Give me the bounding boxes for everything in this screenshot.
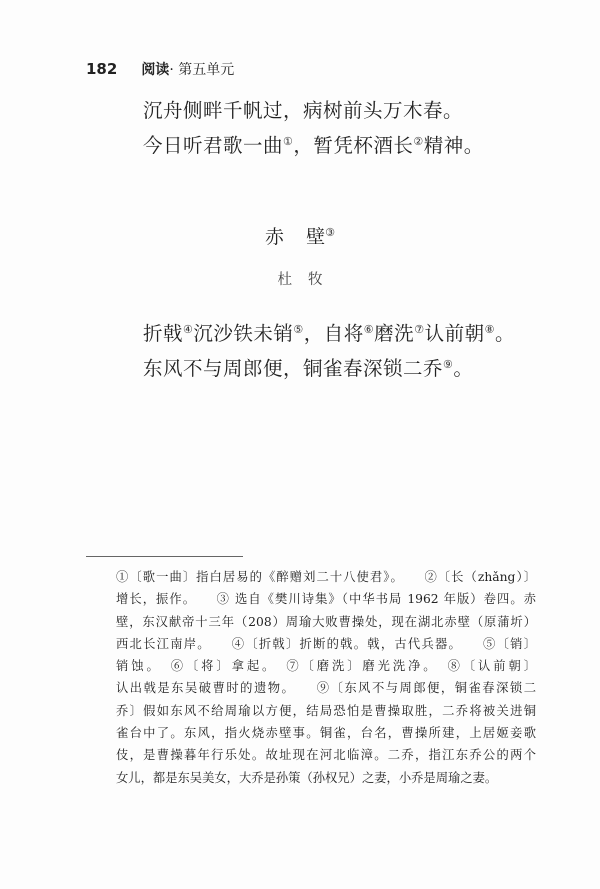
verse-text: 磨洗 <box>374 322 415 345</box>
poem-line-2 <box>143 353 473 381</box>
footnote-line: 伎，是曹操暮年行乐处。故址现在河北临漳。二乔，指江东乔公的两个 <box>116 748 536 763</box>
footnote-marker[interactable]: ⑦ <box>414 323 425 336</box>
previous-poem-line-1 <box>143 95 463 123</box>
footnote-line: 增长，振作。 ③ 选自《樊川诗集》（中华书局 1962 年版）卷四。赤 <box>116 592 536 607</box>
page-number: 182 <box>86 60 118 78</box>
verse-text: 东风不与周郎便，铜雀春深锁二乔 <box>143 357 444 380</box>
verse-text: 。 <box>494 322 515 345</box>
verse-text: 今日听君歌一曲 <box>143 134 284 157</box>
footnote-line: 认出戟是东吴破曹时的遗物。 ⑨〔东风不与周郎便，铜雀春深锁二 <box>116 681 536 696</box>
author-char: 牧 <box>308 272 323 288</box>
footnote-marker[interactable]: ③ <box>325 226 335 239</box>
poem-title-char: 壁 <box>306 226 326 248</box>
footnote-line: 壁，东汉献帝十三年（208）周瑜大败曹操处，现在湖北赤壁（原蒲圻） <box>116 614 536 629</box>
footnote-marker[interactable]: ① <box>283 135 294 148</box>
verse-text: 沉沙铁未销 <box>193 322 294 345</box>
verse-text: 精神。 <box>423 134 484 157</box>
verse-text: 。 <box>453 357 474 380</box>
poem-line-1 <box>143 318 515 346</box>
footnote-marker[interactable]: ⑤ <box>293 323 304 336</box>
footnote-line: ①〔歌一曲〕指白居易的《醉赠刘二十八使君》。 ②〔长（zhǎng）〕 <box>116 570 536 584</box>
footnote-line: 乔〕假如东风不给周瑜以方便，结局恐怕是曹操取胜，二乔将被关进铜 <box>116 703 536 718</box>
footnote-marker[interactable]: ⑨ <box>443 358 454 371</box>
footnote-marker[interactable]: ⑥ <box>363 323 375 336</box>
footnote-marker[interactable]: ④ <box>183 323 194 336</box>
verse-text: 沉舟侧畔千帆过，病树前头万木春。 <box>143 99 464 122</box>
section-label <box>141 59 234 79</box>
verse-text: 折戟 <box>143 322 184 345</box>
running-head <box>86 58 234 80</box>
footnote-line: 销蚀。 ⑥〔将〕拿起。 ⑦〔磨洗〕磨光洗净。 ⑧〔认前朝〕 <box>116 659 536 674</box>
previous-poem-line-2 <box>143 130 484 158</box>
poem-author <box>0 268 600 289</box>
verse-text: 认前朝 <box>424 322 485 345</box>
poem-title-char: 赤 <box>265 226 285 248</box>
verse-text: ，自将 <box>303 322 364 345</box>
verse-text: ，暂凭杯酒长 <box>293 134 414 157</box>
footnote-line: 西北长江南岸。 ④〔折戟〕折断的戟。戟，古代兵器。 ⑤〔销〕 <box>116 636 536 651</box>
author-char: 杜 <box>277 272 292 288</box>
poem-title <box>0 222 600 249</box>
section-label-unit: · 第五单元 <box>169 62 235 78</box>
footnote-divider <box>86 556 243 557</box>
footnote-line: 女儿，都是东吴美女，大乔是孙策（孙权兄）之妻，小乔是周瑜之妻。 <box>116 770 498 785</box>
footnote-line: 雀台中了。东风，指火烧赤壁事。铜雀，台名，曹操所建，上居姬妾歌 <box>116 726 536 741</box>
footnote-marker[interactable]: ② <box>413 135 424 148</box>
section-label-bold: 阅读 <box>141 62 170 78</box>
footnotes <box>116 566 536 789</box>
footnote-marker[interactable]: ⑧ <box>484 323 495 336</box>
